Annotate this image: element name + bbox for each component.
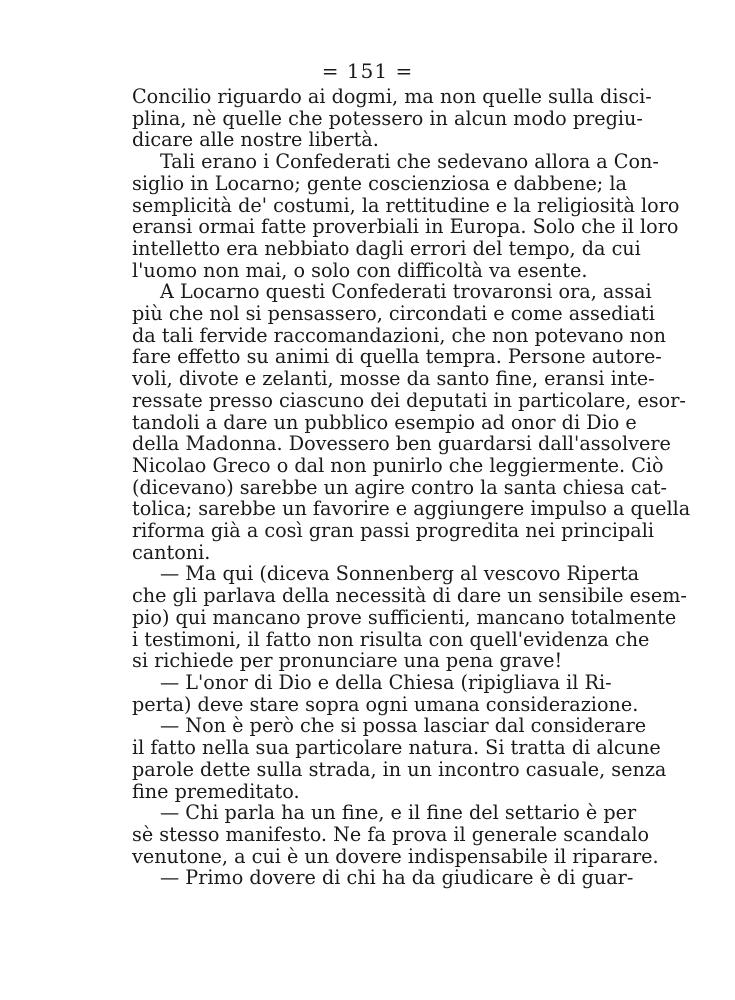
text-line: Concilio riguardo ai dogmi, ma non quelle sulla disci- [132, 85, 652, 108]
text-line: semplicità de' costumi, la rettitudine e la religiosità loro [132, 193, 680, 217]
paragraph [132, 280, 691, 564]
text-line: siglio in Locarno; gente coscienziosa e dabbene; la [132, 171, 627, 195]
text-line: tolica; sarebbe un favorire e aggiungere impulso a quella [132, 497, 691, 521]
paragraph [132, 562, 687, 673]
text-line: eransi ormai fatte proverbiali in Europa. Solo che il loro [132, 215, 679, 239]
text-line: — Ma qui (diceva Sonnenberg al vescovo Riperta [160, 562, 640, 586]
text-line: da tali fervide raccomandazioni, che non potevano non [132, 323, 666, 347]
text-line: Nicolao Greco o dal non punirlo che leggiermente. Ciò [132, 453, 664, 477]
text-line: ressate presso ciascuno dei deputati in particolare, esor- [132, 388, 686, 412]
text-line: riforma già a così gran passi progredita nei principali [132, 519, 655, 543]
paragraph [132, 714, 667, 803]
paragraph [132, 866, 634, 890]
text-line: — Chi parla ha un fine, e il fine del settario è per [160, 801, 637, 825]
text-line: venutone, a cui è un dovere indispensabile il riparare. [132, 844, 659, 868]
text-line: intelletto era nebbiato dagli errori del tempo, da cui [132, 236, 641, 260]
text-line: A Locarno questi Confederati trovaronsi ora, assai [160, 280, 652, 304]
text-line: della Madonna. Dovessero ben guardarsi dall'assolvere [132, 432, 671, 456]
text-line: i testimoni, il fatto non risulta con quell'evidenza che [132, 627, 650, 651]
paragraph [132, 85, 652, 152]
text-line: tandoli a dare un pubblico esempio ad onor di Dio e [132, 410, 637, 434]
text-line: che gli parlava della necessità di dare un sensibile esem- [132, 584, 687, 608]
text-line: — Primo dovere di chi ha da giudicare è di guar- [160, 866, 634, 890]
text-line: l'uomo non mai, o solo con difficoltà va esente. [132, 258, 588, 282]
text-line: pio) qui mancano prove sufficienti, mancano totalmente [132, 605, 677, 629]
text-line: si richiede per pronunciare una pena grave! [132, 649, 563, 673]
text-line: dicare alle nostre libertà. [132, 128, 379, 152]
paragraph [132, 670, 639, 716]
text-line: fare effetto su animi di quella tempra. Persone autore- [132, 345, 662, 369]
text-line: sè stesso manifesto. Ne fa prova il generale scandalo [132, 822, 650, 846]
text-line: perta) deve stare sopra ogni umana considerazione. [132, 692, 639, 716]
text-line: parole dette sulla strada, in un incontro casuale, senza [132, 757, 667, 781]
text-line: — Non è però che si possa lasciar dal considerare [160, 714, 647, 738]
body-text [132, 85, 691, 890]
paragraph [132, 801, 659, 868]
text-line: il fatto nella sua particolare natura. Si tratta di alcune [132, 736, 661, 760]
text-line: Tali erano i Confederati che sedevano allora a Con- [160, 150, 659, 174]
text-line: plina, nè quelle che potessero in alcun modo pregiu- [132, 106, 643, 130]
page-number: = 151 = [321, 59, 414, 83]
paragraph [132, 150, 680, 282]
text-line: voli, divote e zelanti, mosse da santo fine, eransi inte- [132, 367, 655, 391]
text-line: cantoni. [132, 540, 211, 564]
text-line: più che nol si pensassero, circondati e come assediati [132, 302, 655, 326]
text-line: (dicevano) sarebbe un agire contro la santa chiesa cat- [132, 475, 668, 499]
text-line: fine premeditato. [132, 779, 300, 803]
text-line: — L'onor di Dio e della Chiesa (ripigliava il Ri- [160, 670, 612, 694]
